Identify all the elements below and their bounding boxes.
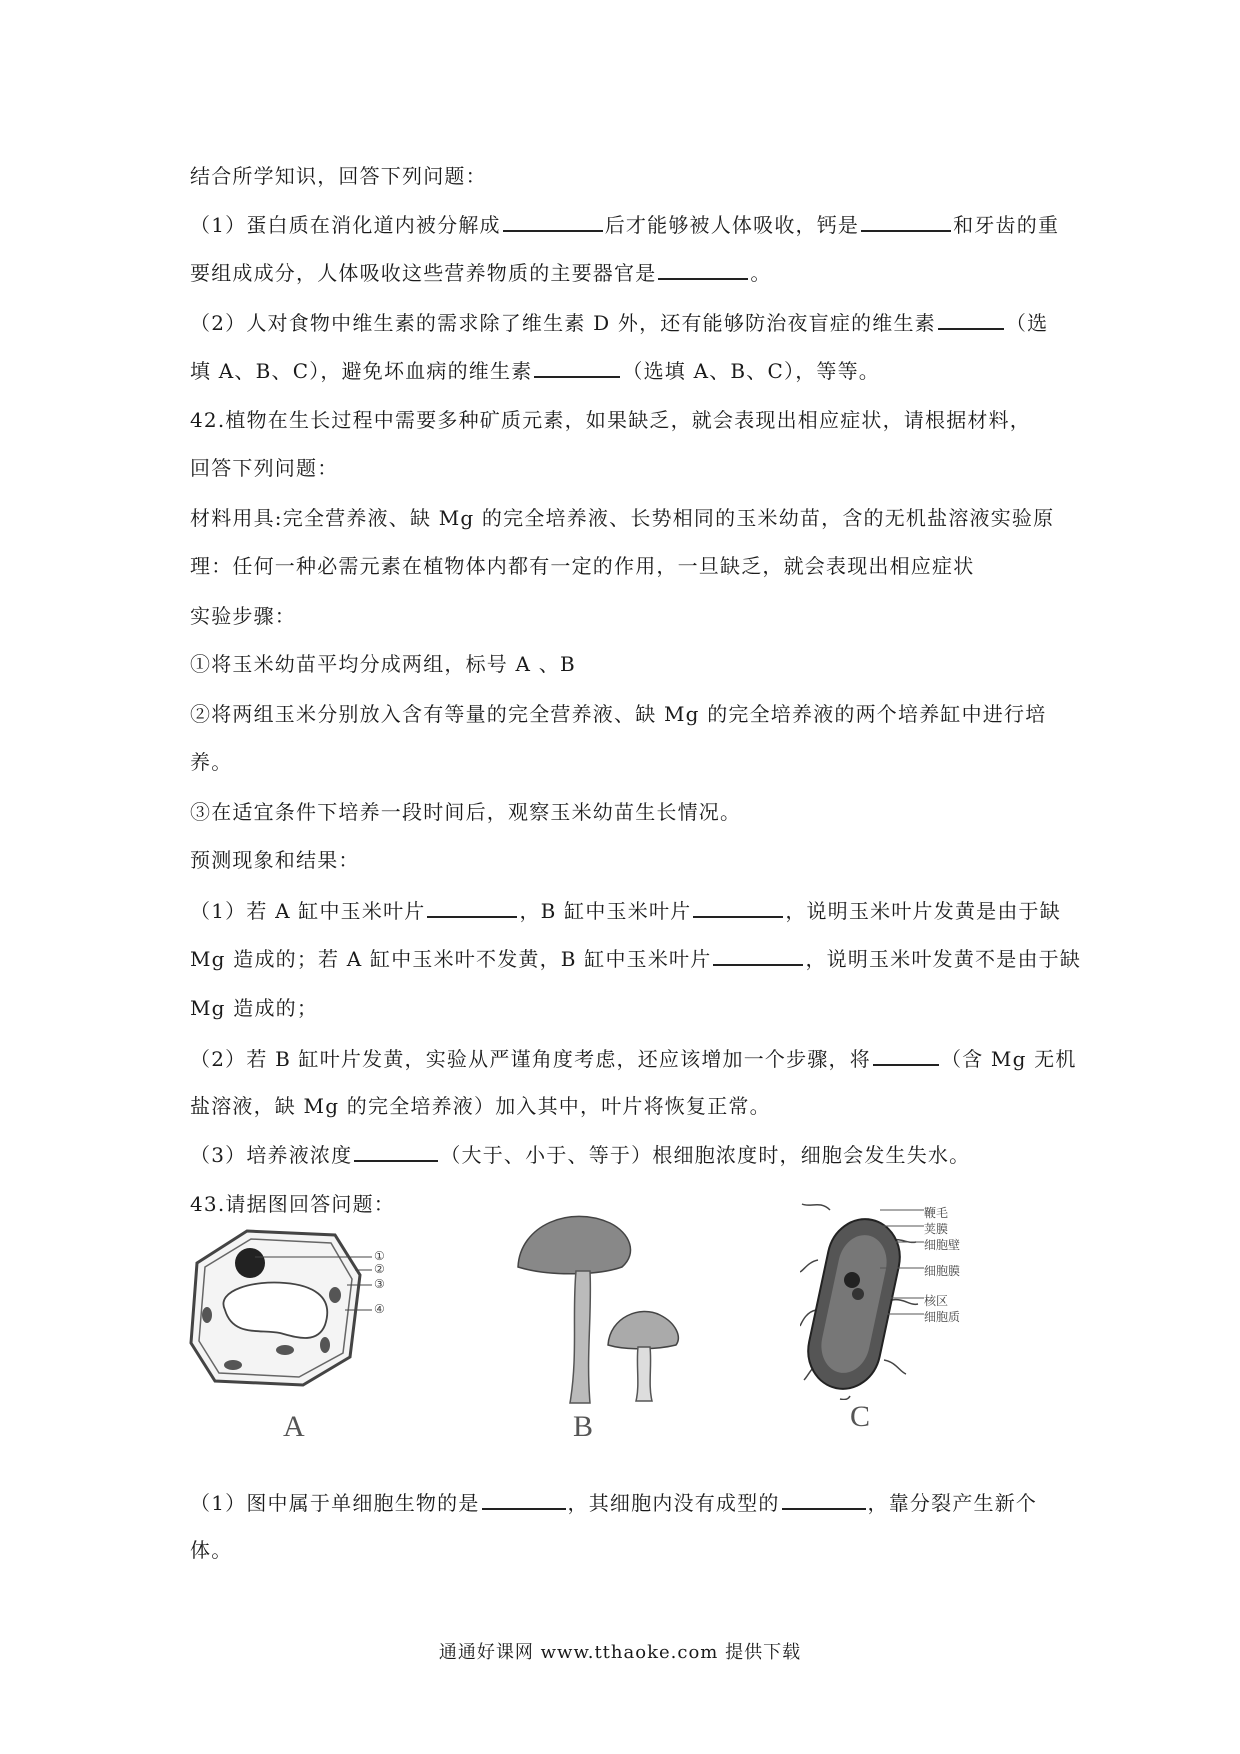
answer-blank[interactable] [782, 1488, 866, 1510]
text-segment: 实验步骤： [190, 604, 296, 628]
chloroplast [224, 1360, 242, 1370]
answer-blank[interactable] [713, 944, 803, 966]
text-line [190, 1140, 970, 1169]
text-segment: 42.植物在生长过程中需要多种矿质元素，如果缺乏，就会表现出相应症状，请根据材料， [190, 408, 1032, 432]
text-line [190, 504, 1054, 532]
text-segment: ①将玉米幼苗平均分成两组，标号 A 、B [190, 652, 576, 676]
text-segment: ，靠分裂产生新个 [867, 1491, 1038, 1515]
page-footer: 通通好课网 www.tthaoke.com 提供下载 [438, 1642, 802, 1663]
text-segment: ，B 缸中玉米叶片 [519, 899, 692, 923]
text-segment: （1）若 A 缸中玉米叶片 [190, 899, 426, 923]
text-line [190, 1536, 232, 1564]
label-nuclear-region: 核区 [924, 1294, 949, 1308]
text-segment: （1）图中属于单细胞生物的是 [190, 1491, 480, 1515]
marker-2: ② [374, 1262, 385, 1276]
text-segment: （2）若 B 缸叶片发黄，实验从严谨角度考虑，还应该增加一个步骤，将 [190, 1047, 871, 1071]
text-segment: 43.请据图回答问题： [190, 1192, 396, 1216]
label-cell-wall: 细胞壁 [924, 1238, 961, 1252]
text-segment: 结合所学知识，回答下列问题： [190, 164, 487, 188]
text-segment: （选 [1005, 311, 1049, 335]
text-line [190, 308, 1048, 337]
bacterium-pointer-lines [880, 1200, 925, 1320]
text-line [190, 602, 296, 630]
text-segment: ②将两组玉米分别放入含有等量的完全营养液、缺 Mg 的完全培养液的两个培养缸中进行培 [190, 702, 1047, 726]
text-segment: ，说明玉米叶发黄不是由于缺 [805, 947, 1082, 971]
text-segment: （2）人对食物中维生素的需求除了维生素 D 外，还有能够防治夜盲症的维生素 [190, 311, 936, 335]
mushroom-stem-large [570, 1271, 590, 1403]
text-segment: Mg 造成的； [190, 996, 319, 1020]
text-line [190, 552, 974, 580]
text-line [190, 1190, 395, 1218]
nucleus [235, 1248, 265, 1278]
text-segment: 盐溶液，缺 Mg 的完全培养液）加入其中，叶片将恢复正常。 [190, 1094, 771, 1118]
text-line [190, 1044, 1077, 1073]
answer-blank[interactable] [873, 1044, 939, 1066]
answer-blank[interactable] [427, 896, 517, 918]
text-segment: 。 [750, 261, 772, 285]
text-segment: ，说明玉米叶片发黄是由于缺 [785, 899, 1061, 923]
text-line [190, 994, 318, 1022]
text-segment: （大于、小于、等于）根细胞浓度时，细胞会发生失水。 [440, 1143, 971, 1167]
figure-a-label: A [283, 1410, 305, 1443]
text-line [190, 210, 1059, 239]
answer-blank[interactable] [534, 356, 620, 378]
answer-blank[interactable] [938, 308, 1004, 330]
text-line [190, 162, 487, 190]
text-line [190, 1092, 771, 1120]
marker-3: ③ [374, 1277, 385, 1291]
text-segment: 后才能够被人体吸收，钙是 [604, 213, 860, 237]
answer-blank[interactable] [693, 896, 783, 918]
text-line [190, 700, 1046, 728]
text-line [190, 454, 338, 482]
text-segment: 养。 [190, 750, 233, 774]
text-segment: 体。 [190, 1538, 233, 1562]
text-segment: （选填 A、B、C），等等。 [622, 359, 881, 383]
text-segment: 回答下列问题： [190, 456, 339, 480]
chloroplast [320, 1337, 330, 1353]
answer-blank[interactable] [503, 210, 603, 232]
chloroplast [329, 1287, 341, 1303]
text-segment: 理：任何一种必需元素在植物体内都有一定的作用，一旦缺乏，就会表现出相应症状 [190, 554, 975, 578]
text-line [190, 650, 576, 678]
marker-1: ① [374, 1249, 385, 1263]
text-line [190, 258, 772, 287]
mushroom-stem-small [636, 1347, 652, 1401]
mushroom-cap-small [608, 1312, 678, 1349]
text-line [190, 748, 232, 776]
answer-blank[interactable] [482, 1488, 566, 1510]
mushroom-cap-large [518, 1216, 631, 1273]
text-segment: Mg 造成的；若 A 缸中玉米叶不发黄，B 缸中玉米叶片 [190, 947, 712, 971]
text-segment: 预测现象和结果： [190, 848, 360, 872]
text-line [190, 798, 741, 826]
label-cytoplasm: 细胞质 [924, 1310, 961, 1324]
chloroplast [202, 1307, 212, 1323]
mushroom-figure [510, 1205, 700, 1405]
text-segment: 要组成成分，人体吸收这些营养物质的主要器官是 [190, 261, 657, 285]
text-line [190, 944, 1081, 973]
text-segment: （含 Mg 无机 [940, 1047, 1077, 1071]
text-segment: 填 A、B、C），避免坏血病的维生素 [190, 359, 533, 383]
text-line [190, 846, 360, 874]
answer-blank[interactable] [658, 258, 748, 280]
answer-blank[interactable] [861, 210, 951, 232]
text-segment: 和牙齿的重 [953, 213, 1060, 237]
text-segment: （3）培养液浓度 [190, 1143, 353, 1167]
label-capsule: 荚膜 [924, 1222, 949, 1236]
marker-4: ④ [374, 1302, 385, 1316]
text-line [190, 896, 1061, 925]
text-line [190, 406, 1031, 434]
chloroplast [276, 1345, 294, 1355]
label-cell-membrane: 细胞膜 [924, 1264, 961, 1278]
figure-c-label: C [850, 1400, 871, 1433]
text-segment: ，其细胞内没有成型的 [567, 1491, 780, 1515]
text-segment: 材料用具:完全营养液、缺 Mg 的完全培养液、长势相同的玉米幼苗，含的无机盐溶液实验原 [190, 506, 1055, 530]
text-segment: ③在适宜条件下培养一段时间后，观察玉米幼苗生长情况。 [190, 800, 742, 824]
answer-blank[interactable] [354, 1140, 438, 1162]
text-segment: （1）蛋白质在消化道内被分解成 [190, 213, 501, 237]
label-flagellum: 鞭毛 [924, 1206, 949, 1220]
text-line [190, 356, 880, 385]
text-line [190, 1488, 1037, 1517]
figure-b-label: B [573, 1410, 594, 1443]
